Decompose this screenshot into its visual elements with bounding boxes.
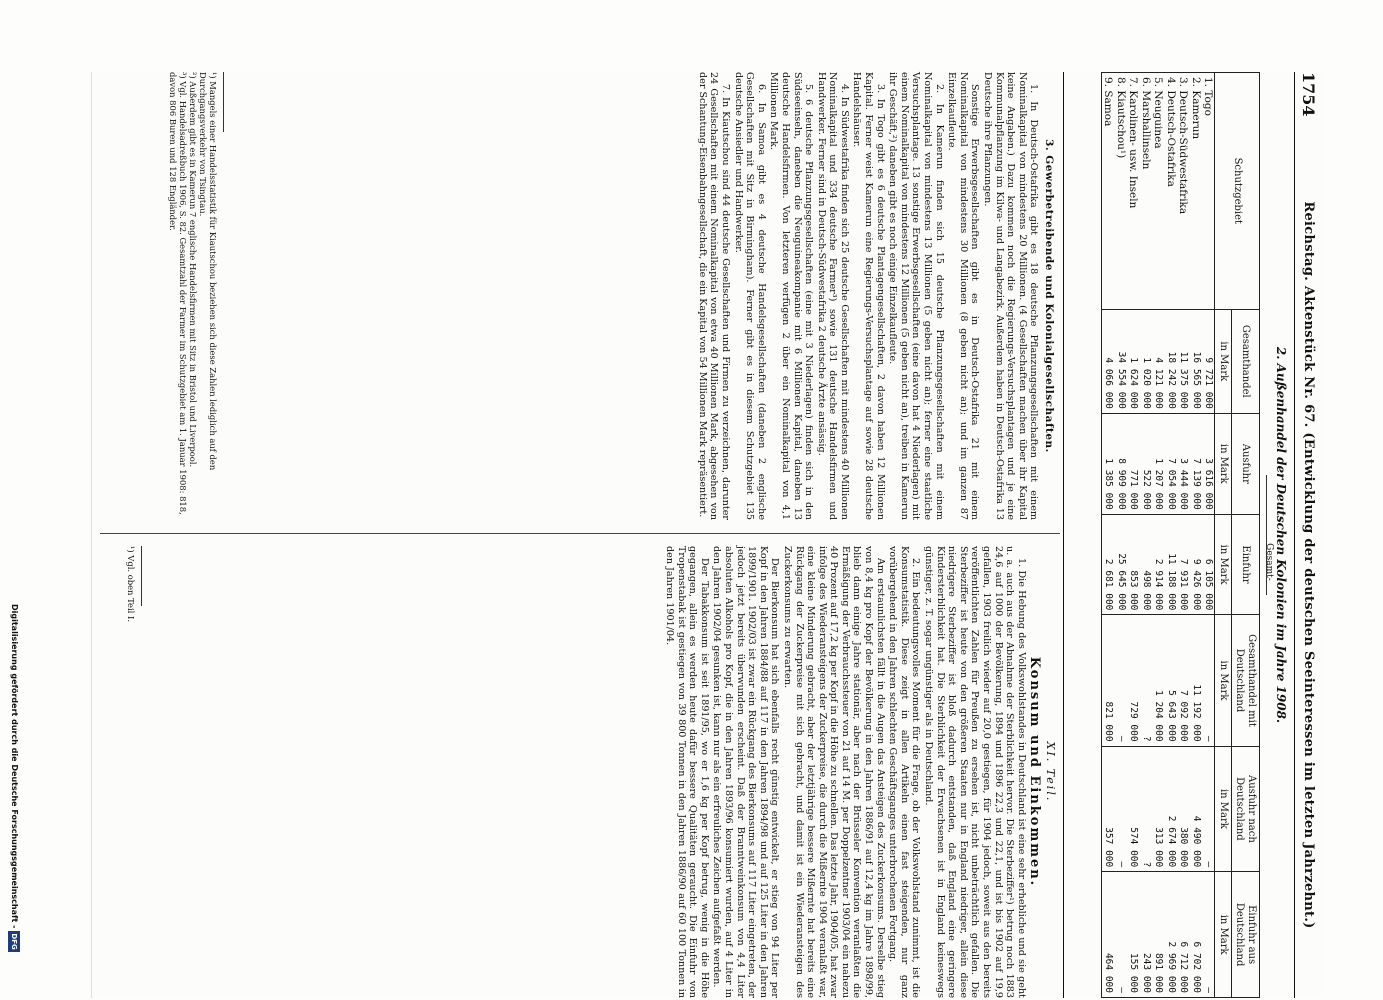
cell-schutzgebiet: 2. Kamerun: [1190, 73, 1203, 310]
cell-value: —: [1115, 746, 1128, 872]
cell-schutzgebiet: 1. Togo: [1202, 73, 1215, 310]
cell-value: 464 000: [1102, 872, 1115, 998]
table-bottom-rule: [1063, 72, 1064, 998]
right-paragraphs: [663, 546, 1026, 998]
right-footnote-text: ¹) Vgl. oben Teil I.: [126, 546, 136, 622]
left-footnotes: [168, 72, 218, 520]
part-label: XI. Teil.: [1044, 741, 1057, 803]
right-footnote: [126, 546, 136, 998]
cell-value: 522 000: [1140, 413, 1153, 514]
cell-value: 1 020 000: [1140, 309, 1153, 413]
footnote: ¹) Mangels einer Handelsstatistik für Kiautschou beziehen sich diese Zahlen lediglich auf den Durchgangsverkehr von Tsingtau.: [198, 72, 218, 471]
cell-schutzgebiet: 5. Neuguinea: [1152, 73, 1165, 310]
cell-value: —: [1202, 746, 1215, 872]
digitization-credit: [8, 604, 20, 996]
table-row: [1190, 73, 1203, 998]
cell-value: 1 624 000: [1127, 309, 1140, 413]
trade-table-body: [1102, 73, 1216, 998]
cell-value: 7 931 000: [1177, 514, 1190, 615]
cell-schutzgebiet: 3. Deutsch-Südwestafrika: [1177, 73, 1190, 310]
th-gesamthandel: Gesamthandel: [1232, 309, 1260, 413]
th-unit: in Mark: [1215, 746, 1232, 872]
column-divider: [100, 533, 1060, 534]
cell-value: 771 000: [1127, 413, 1140, 514]
right-column-heading: Konsum und Einkommen.: [1027, 656, 1043, 888]
dfg-logo: DFG: [10, 933, 18, 950]
page-number: 1754: [1299, 72, 1319, 117]
th-ausfuhr: Ausfuhr: [1232, 413, 1260, 514]
cell-value: —: [1115, 872, 1128, 998]
scanned-page: [91, 72, 1322, 998]
th-unit: in Mark: [1215, 615, 1232, 746]
cell-value: 3 444 000: [1177, 413, 1190, 514]
cell-value: 7 092 000: [1177, 615, 1190, 746]
cell-value: 18 242 000: [1165, 309, 1178, 413]
cell-value: 25 645 000: [1115, 514, 1128, 615]
th-unit: in Mark: [1215, 872, 1232, 998]
cell-value: 16 565 000: [1190, 309, 1203, 413]
table-row: [1102, 73, 1115, 998]
th-gesamthandel-de: Gesamthandel mit Deutschland: [1232, 615, 1260, 746]
cell-value: 3 616 000: [1202, 413, 1215, 514]
paragraph: Der Bierkonsum hat sich ebenfalls recht günstig entwickelt, er stieg von 94 Liter per Kopf in den Jahren 1884/88 auf 117 in den Jahren 1894/98 und auf 125 Liter in den Jahren 1899/1901. 1902/03 ist zwar ein Rückgang des Bierkonsums auf 117 Liter eingetreten, der jedoch jetzt bereits überwunden erscheint. Daß der Branntweinkonsum von 4,4 Liter absoluten Alkohols pro Kopf, die in den Jahren 1893/96 konsumiert wurden, auf 4 Liter in den Jahren 1902/04 gesunken ist, kann nur als ein erfreuliches Zeichen aufgefaßt werden.: [711, 546, 781, 998]
footnote: ³) Vgl. Handelsadreßbuch 1906, S. 82. Gesamtzahl der Farmer im Schutzgebiet am 1. Januar 1908: 818, davon 806 Buren und 128 Engländer.: [168, 72, 188, 515]
cell-value: 7 139 000: [1190, 413, 1203, 514]
cell-value: 6 712 000: [1177, 872, 1190, 998]
cell-value: 4 066 000: [1102, 309, 1115, 413]
paragraph: Der Tabakkonsum ist seit 1891/95, wo er 1,6 kg per Kopf betrug, wenig in die Höhe gegangen, allein es werden heute dafür bessere Qualitäten geraucht. Die Einfuhr von Tropenstabak ist gestiegen von 39 800 Tonnen in den Jahren 1886/90 auf 60 100 Tonnen in den Jahren 1901/04.: [664, 546, 710, 998]
th-einfuhr-de: Einfuhr aus Deutschland: [1232, 872, 1260, 998]
th-ausfuhr-de: Ausfuhr nach Deutschland: [1232, 746, 1260, 872]
cell-schutzgebiet: 6. Marshallinseln: [1140, 73, 1153, 310]
th-unit: in Mark: [1215, 309, 1232, 413]
cell-value: 853 000: [1127, 514, 1140, 615]
cell-value: 11 192 000: [1190, 615, 1203, 746]
cell-value: 357 000: [1102, 746, 1115, 872]
header-rule: [1294, 72, 1295, 998]
th-schutzgebiet: Schutzgebiet: [1215, 73, 1260, 310]
th-unit: in Mark: [1215, 514, 1232, 615]
left-paragraphs: [696, 72, 1039, 520]
cell-value: —: [1202, 615, 1215, 746]
cell-value: 5 643 000: [1165, 615, 1178, 746]
table-row: [1115, 73, 1128, 998]
footnote: ²) Außerdem gibt es in Kamerun 7 englische Handelsfirmen mit Sitz in Bristol und Liverpool.: [188, 72, 198, 468]
cell-value: 1 385 000: [1102, 413, 1115, 514]
right-column: [662, 546, 1056, 998]
cell-value: 11 375 000: [1177, 309, 1190, 413]
paragraph: 1. Die Hebung des Volkswohlstandes in Deutschland ist eine sehr erhebliche und sie geht u. a. auch aus der Abnahme der Sterblichkeit hervor. Die Sterbeziffer¹) betrug noch 1883 24,6 auf 1000 der Bevölkerung, 1894 und 1896 22,3 und 22,1, und ist bis 1902 auf 19,9 gefallen, 1903 freilich wieder auf 20,0 gestiegen, für 1904 jedoch, soweit aus den bereits veröffentlichten Zahlen für Preußen zu ersehen ist, nicht unbeträchtlich gefallen. Die Sterbeziffer ist heute von den größeren Staaten nur in England niedriger, allein diese niedrigere Sterbeziffer ist bloß dadurch entstanden, daß England eine geringere Kindersterblichkeit hat. Die Sterblichkeit der Erwachsenen ist in England keineswegs günstiger, z. T. sogar ungünstiger als in Deutschland.: [923, 546, 1027, 998]
paragraph: 2. In Kamerun finden sich 15 deutsche Pflanzungsgesellschaften mit einem Nominalkapital von mindestens 13 Millionen (5 geben nicht an); ferner eine staatliche Versuchsplantage. 13 sonstige Erwerbsgesellschaften (eine davon hat 4 Niederlagen) mit einem Nominalkapital von mindestens 12 Millionen (5 geben nicht an), treiben in Kamerun ihr Geschäft,²) daneben gibt es noch einige Einzelkaufleute.: [887, 72, 945, 520]
cell-value: 2 681 000: [1102, 514, 1115, 615]
cell-value: 380 000: [1177, 746, 1190, 872]
cell-value: ?: [1140, 746, 1153, 872]
cell-value: 891 000: [1152, 872, 1165, 998]
left-column-heading: 3. Gewerbetreibende und Kolonialgesellschaften.: [1043, 139, 1055, 453]
cell-value: 821 000: [1102, 615, 1115, 746]
cell-value: 498 000: [1140, 514, 1153, 615]
th-unit: in Mark: [1215, 413, 1232, 514]
cell-value: 2 674 000: [1165, 746, 1178, 872]
cell-schutzgebiet: 4. Deutsch-Ostafrika: [1165, 73, 1178, 310]
cell-value: 2 969 000: [1165, 872, 1178, 998]
section-title: 2. Außenhandel der Deutschen Kolonien im Jahre 1908.: [1274, 346, 1288, 724]
cell-value: 11 188 000: [1165, 514, 1178, 615]
cell-schutzgebiet: 7. Karolinen- usw. Inseln: [1127, 73, 1140, 310]
cell-value: —: [1115, 615, 1128, 746]
cell-value: 4 121 000: [1152, 309, 1165, 413]
paragraph: 2. Ein bedeutungsvolles Moment für die Frage, ob der Volkswohlstand zunimmt, ist die Konsumstatistik. Diese zeigt in allen Artikeln einen fast steigenden, nur ganz vorübergehend in den Jahren schlechten Geschäftsganges unterbrochenen Fortgang.: [887, 546, 922, 998]
cell-value: 2 914 000: [1152, 514, 1165, 615]
cell-schutzgebiet: 9. Samoa: [1102, 73, 1115, 310]
left-footnote-rule: [223, 72, 224, 132]
cell-value: 574 000: [1127, 746, 1140, 872]
cell-value: 6 702 000: [1190, 872, 1203, 998]
paragraph: Sonstige Erwerbsgesellschaften gibt es in Deutsch-Ostafrika 21 mit einem Nominalkapital von mindestens 30 Millionen (8 geben nicht an); und im ganzen 87 Einzelkaufleute.: [946, 72, 981, 520]
page-content: [92, 72, 1322, 998]
credit-text: Digitalisierung gefördert durch die Deutsche Forschungsgemeinschaft -: [10, 604, 19, 929]
gesamt-label: Gesamt-: [1264, 543, 1274, 581]
cell-value: 9 426 000: [1190, 514, 1203, 615]
table-row: [1202, 73, 1215, 998]
cell-value: ?: [1140, 615, 1153, 746]
cell-value: 243 000: [1140, 872, 1153, 998]
paragraph: 6. In Samoa gibt es 4 deutsche Handelsgesellschaften (daneben 2 englische Gesellschaften mit Sitz in Birmingham). Ferner gibt es in diesem Schutzgebiet 135 deutsche Ansiedler und Handwerker.: [732, 72, 767, 520]
left-column: [695, 72, 1056, 520]
table-row: [1127, 73, 1140, 998]
paragraph: 7. In Kiautschou sind 44 deutsche Gesellschaften und Firmen zu verzeichnen, darunter 24 Gesellschaften mit einem Nominalkapital von etwa 40 Millionen Mark, abgesehen von der Schantung-Eisenbahngesellschaft, die ein Kapital von 54 Millionen Mark repräsentiert.: [696, 72, 731, 520]
th-einfuhr: Einfuhr: [1232, 514, 1260, 615]
cell-value: 6 105 000: [1202, 514, 1215, 615]
paragraph: 4. In Südwestafrika finden sich 25 deutsche Gesellschaften mit mindestens 40 Millionen Nominalkapital und 334 deutsche Farmer³) sowie 131 deutsche Handelsfirmen und Handwerker. Ferner sind in Deutsch-Südwestafrika 2 deutsche Ärzte ansässig.: [815, 72, 850, 520]
cell-value: 7 054 000: [1165, 413, 1178, 514]
right-footnote-rule: [141, 546, 142, 606]
table-row: [1152, 73, 1165, 998]
running-header: [1296, 72, 1322, 998]
running-title: Reichstag. Aktenstück Nr. 67. (Entwicklung der deutschen Seeinteressen im letzten Jahrzehnt.): [1301, 201, 1317, 929]
cell-schutzgebiet: 8. Kiautschou¹): [1115, 73, 1128, 310]
paragraph: 5. 6 deutsche Pflanzungsgesellschaften (eine mit 3 Niederlagen) finden sich in den Südseeinseln, daneben die Neuguineakompanie mit 6 Millionen Kapital, daneben 13 deutsche Handelsfirmen. Von letzteren verfügen 2 über ein Nominalkapital von 4,1 Millionen Mark.: [768, 72, 815, 520]
table-row: [1140, 73, 1153, 998]
cell-value: 8 909 000: [1115, 413, 1128, 514]
cell-value: 9 721 000: [1202, 309, 1215, 413]
cell-value: 34 554 000: [1115, 309, 1128, 413]
table-row: [1177, 73, 1190, 998]
paragraph: 1. In Deutsch-Ostafrika gibt es 18 deutsche Pflanzungsgesellschaften mit einem Nominalkapital von mindestens 20 Millionen. (4 Gesellschaften machen über ihr Kapital keine Angaben.) Dazu kommen noch die Regierungs-Versuchsplantagen und je eine Kommunalpflanzung im Kilwa- und Langabezirk. Außerdem haben in Deutsch-Ostafrika 13 Deutsche ihre Pflanzungen.: [982, 72, 1040, 520]
cell-value: —: [1202, 872, 1215, 998]
cell-value: 4 490 000: [1190, 746, 1203, 872]
cell-value: 729 000: [1127, 615, 1140, 746]
trade-table: [1101, 72, 1260, 998]
table-row: [1165, 73, 1178, 998]
paragraph: Am erstaunlichsten fällt in die Augen das Ansteigen des Zuckerkonsums. Derselbe stieg von 8,4 kg pro Kopf der Bevölkerung in den Jahren 1886/91 auf 12,4 kg im Jahre 1898/99, blieb dann einige Jahre stationär, aber nach der Brüsseler Konvention veranlaßten die Ermäßigung der Verbrauchssteuer von 21 auf 14 M. per Doppelzentner 1903/04 ein nahezu 40 Prozent auf 17,2 kg per Kopf in die Höhe zu schnellen. Das letzte Jahr, 1904/05, hat zwar infolge des Wiederansteigens der Zuckerpreise, die durch die Mißernte 1904 veranlaßt war, eine kleine Minderung gebracht, aber der letztjährige bessere Mißernte hat bereits eine Rückgang der Zuckerpreise mit sich gebracht, und damit ist ein Wiederansteigen des Zuckerkonsums zu erwarten.: [781, 546, 886, 998]
cell-value: 313 000: [1152, 746, 1165, 872]
paragraph: 3. In Togo gibt es 6 deutsche Plantagengesellschaften, 2 davon haben 12 Millionen Kapital. Ferner weist Kamerun eine Regierungs-Versuchsplantage auf sowie 28 deutsche Handelshäuser.: [851, 72, 886, 520]
cell-value: 1 207 000: [1152, 413, 1165, 514]
cell-value: 155 000: [1127, 872, 1140, 998]
cell-value: 1 204 000: [1152, 615, 1165, 746]
